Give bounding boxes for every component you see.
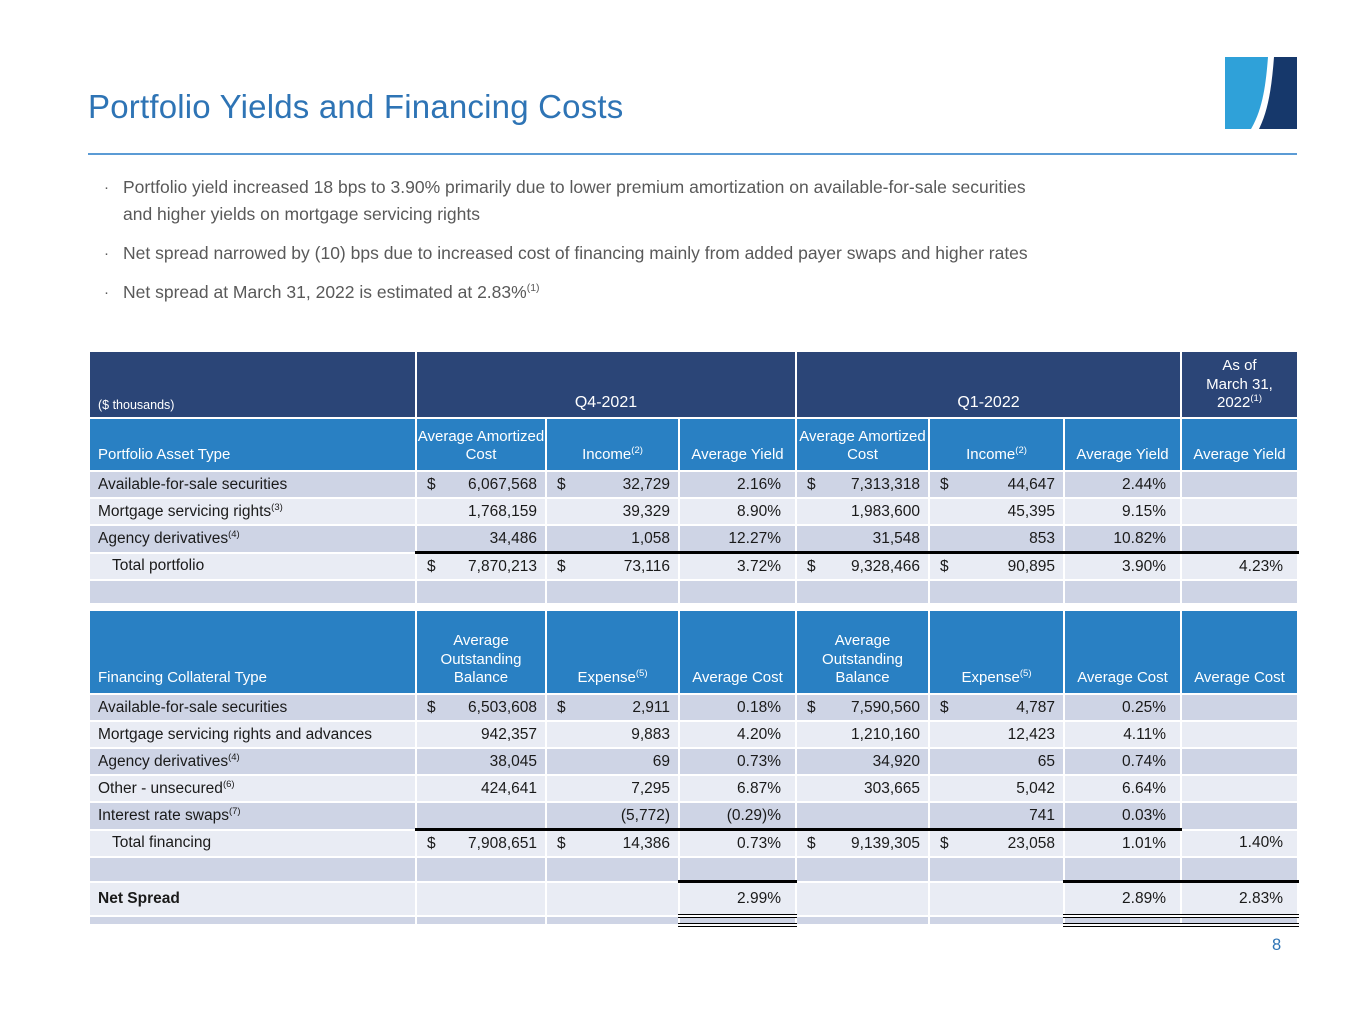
table-cell: 0.18% (679, 694, 796, 721)
spacer-row (89, 916, 1298, 925)
column-header: Expense$^{(5)}$ (929, 610, 1064, 694)
page-title: Portfolio Yields and Financing Costs (88, 88, 624, 125)
table-cell (1181, 525, 1298, 553)
column-header: Average Yield (1181, 418, 1298, 471)
table-row (89, 802, 1298, 830)
table-cell: $ 6,503,608 (416, 694, 546, 721)
table-cell (1064, 580, 1181, 604)
table-cell: 45,395 (929, 498, 1064, 525)
table-row (89, 775, 1298, 802)
table-cell: 0.25% (1064, 694, 1181, 721)
table-cell: $ 7,908,651 (416, 830, 546, 858)
column-header: Income$^{(2)}$ (546, 418, 679, 471)
table-cell: 853 (929, 525, 1064, 553)
table-cell: 65 (929, 748, 1064, 775)
table-cell: 0.73% (679, 748, 796, 775)
table-cell (89, 580, 416, 604)
table-cell (796, 580, 929, 604)
column-header: Average Cost (679, 610, 796, 694)
table-cell: 34,920 (796, 748, 929, 775)
bullet-list (104, 174, 1299, 318)
table-cell (1181, 857, 1298, 882)
table-cell: $ 4,787 (929, 694, 1064, 721)
title-divider (88, 153, 1297, 155)
table-cell (929, 882, 1064, 917)
table-row (89, 748, 1298, 775)
table-cell: Total financing (89, 830, 416, 858)
table-cell: $ 6,067,568 (416, 471, 546, 498)
table-cell: 1,983,600 (796, 498, 929, 525)
table-cell: $ 73,116 (546, 553, 679, 581)
table-cell (796, 882, 929, 917)
yields-financing-table (88, 350, 1299, 927)
table-cell: 10.82% (1064, 525, 1181, 553)
table-cell: 3.72% (679, 553, 796, 581)
table-cell (546, 857, 679, 882)
table-cell: (5,772) (546, 802, 679, 830)
spacer-row (89, 857, 1298, 882)
table-cell (679, 580, 796, 604)
table-cell: 7,295 (546, 775, 679, 802)
table-cell: Mortgage servicing rights$^{(3)}$ (89, 498, 416, 525)
table-cell (546, 916, 679, 925)
table-cell: Agency derivatives$^{(4)}$ (89, 525, 416, 553)
table-cell: Total portfolio (89, 553, 416, 581)
table-cell: 1.40% (1181, 830, 1298, 858)
table-cell: Available-for-sale securities (89, 694, 416, 721)
column-header: Average Cost (1181, 610, 1298, 694)
table-cell: 0.03% (1064, 802, 1181, 830)
table-cell: 1,768,159 (416, 498, 546, 525)
net-spread-q1-value: 2.89% (1064, 882, 1181, 917)
table-cell: 38,045 (416, 748, 546, 775)
bullet-text: Net spread narrowed by (10) bps due to increased cost of financing mainly from added payer swaps and higher rates (123, 243, 1028, 263)
table-cell: 1.01% (1064, 830, 1181, 858)
table-cell: $ 23,058 (929, 830, 1064, 858)
table-cell (929, 916, 1064, 925)
table-cell (1181, 498, 1298, 525)
table-cell (1181, 721, 1298, 748)
table-cell (796, 802, 929, 830)
table-cell: 2.44% (1064, 471, 1181, 498)
table-cell: 69 (546, 748, 679, 775)
table-cell: Interest rate swaps$^{(7)}$ (89, 802, 416, 830)
table-cell: 424,641 (416, 775, 546, 802)
table-cell: 1,210,160 (796, 721, 929, 748)
q1-2022-group-header: Q1-2022 (796, 351, 1181, 418)
table-cell: 2.16% (679, 471, 796, 498)
table-row (89, 830, 1298, 858)
table-cell: $ 44,647 (929, 471, 1064, 498)
table-cell: Agency derivatives$^{(4)}$ (89, 748, 416, 775)
table-cell: $ 32,729 (546, 471, 679, 498)
net-spread-row (89, 882, 1298, 917)
bullet-dot: · (104, 179, 109, 196)
company-logo-icon (1225, 57, 1297, 129)
table-cell: 942,357 (416, 721, 546, 748)
table-group-header-row (89, 351, 1298, 418)
table-cell: Available-for-sale securities (89, 471, 416, 498)
units-label: ($ thousands) (89, 351, 416, 418)
table-row (89, 498, 1298, 525)
table-cell: 9.15% (1064, 498, 1181, 525)
table-cell (1181, 802, 1298, 830)
table-cell: 12,423 (929, 721, 1064, 748)
page-number: 8 (1272, 936, 1282, 954)
table-cell (929, 580, 1064, 604)
table-cell: 6.64% (1064, 775, 1181, 802)
table-cell: 4.23% (1181, 553, 1298, 581)
table-cell: Other - unsecured$^{(6)}$ (89, 775, 416, 802)
asof-group-header: As of March 31, 2022$^{(1)}$ (1181, 351, 1298, 418)
column-header: Income$^{(2)}$ (929, 418, 1064, 471)
table-cell: 0.73% (679, 830, 796, 858)
column-header: Expense$^{(5)}$ (546, 610, 679, 694)
table-cell (89, 857, 416, 882)
bullet-dot: · (104, 245, 109, 262)
bullet-text: Portfolio yield increased 18 bps to 3.90% primarily due to lower premium amortization on available-for-sale securities and higher yields on mortgage servicing rights (123, 177, 1026, 224)
table-cell (546, 882, 679, 917)
table-cell: 4.20% (679, 721, 796, 748)
column-header: Average Yield (679, 418, 796, 471)
table-cell: $ 7,590,560 (796, 694, 929, 721)
table-cell (416, 916, 546, 925)
column-header: Average Outstanding Balance (416, 610, 546, 694)
table-cell (679, 916, 796, 925)
table-cell (1181, 748, 1298, 775)
table-cell: $ 14,386 (546, 830, 679, 858)
table-cell (796, 857, 929, 882)
column-header: Portfolio Asset Type (89, 418, 416, 471)
table-cell: (0.29)% (679, 802, 796, 830)
table-cell: 3.90% (1064, 553, 1181, 581)
table-cell: $ 90,895 (929, 553, 1064, 581)
column-header: Average Outstanding Balance (796, 610, 929, 694)
table-cell: 9,883 (546, 721, 679, 748)
column-header: Average Yield (1064, 418, 1181, 471)
table-cell: $ 9,139,305 (796, 830, 929, 858)
table-cell (416, 802, 546, 830)
table-cell (1181, 916, 1298, 925)
table-cell (1181, 775, 1298, 802)
table-cell (416, 882, 546, 917)
financing-header-row (89, 610, 1298, 694)
bullet-item (104, 174, 1299, 228)
portfolio-header-row (89, 418, 1298, 471)
table-cell: 0.74% (1064, 748, 1181, 775)
table-cell: 4.11% (1064, 721, 1181, 748)
table-cell (416, 580, 546, 604)
column-header: Average Amortized Cost (416, 418, 546, 471)
column-header: Average Cost (1064, 610, 1181, 694)
table-cell: 741 (929, 802, 1064, 830)
table-cell: 8.90% (679, 498, 796, 525)
table-row (89, 525, 1298, 553)
table-cell: $ 7,313,318 (796, 471, 929, 498)
table-cell: Mortgage servicing rights and advances (89, 721, 416, 748)
bullet-text: Net spread at March 31, 2022 is estimated at 2.83%$^{(1)}$ (123, 282, 540, 302)
table-cell (89, 916, 416, 925)
table-cell (1064, 857, 1181, 882)
table-cell: 6.87% (679, 775, 796, 802)
table-cell: $ 7,870,213 (416, 553, 546, 581)
net-spread-label: Net Spread (89, 882, 416, 917)
table-cell (1181, 694, 1298, 721)
table-cell: 303,665 (796, 775, 929, 802)
table-cell: 31,548 (796, 525, 929, 553)
q4-2021-group-header: Q4-2021 (416, 351, 796, 418)
table-cell (796, 916, 929, 925)
table-cell (679, 857, 796, 882)
table-cell: 5,042 (929, 775, 1064, 802)
table-row (89, 721, 1298, 748)
bullet-dot: · (104, 284, 109, 301)
table-cell: $ 2,911 (546, 694, 679, 721)
table-cell: 39,329 (546, 498, 679, 525)
table-cell (1181, 471, 1298, 498)
table-cell (1064, 916, 1181, 925)
table-cell (416, 857, 546, 882)
table-cell: 12.27% (679, 525, 796, 553)
table-row (89, 471, 1298, 498)
column-header: Average Amortized Cost (796, 418, 929, 471)
table-cell: $ 9,328,466 (796, 553, 929, 581)
table-row (89, 694, 1298, 721)
table-cell (1181, 580, 1298, 604)
net-spread-q4-value: 2.99% (679, 882, 796, 917)
table-cell: 1,058 (546, 525, 679, 553)
column-header: Financing Collateral Type (89, 610, 416, 694)
table-cell: 34,486 (416, 525, 546, 553)
table-cell (546, 580, 679, 604)
spacer-row (89, 580, 1298, 604)
net-spread-asof-value: 2.83% (1181, 882, 1298, 917)
table-cell (929, 857, 1064, 882)
bullet-item (104, 279, 1299, 306)
bullet-item (104, 240, 1299, 267)
table-row (89, 553, 1298, 581)
